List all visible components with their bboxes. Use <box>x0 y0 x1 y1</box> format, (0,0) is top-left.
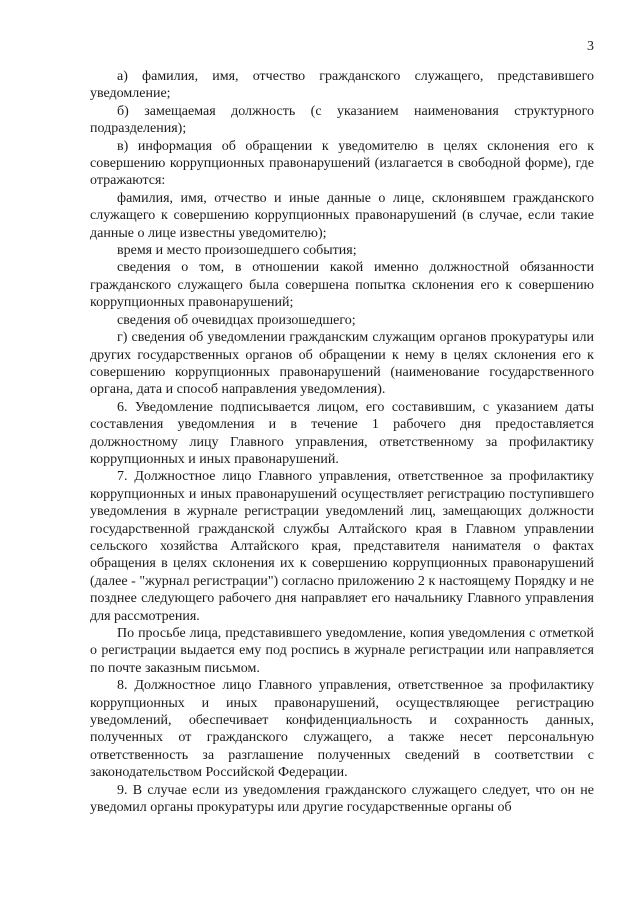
page-number: 3 <box>587 39 594 54</box>
paragraph: г) сведения об уведомлении гражданским служащим органов прокуратуры или других государственных органов об обращении к нему в целях склонения его к совершению коррупционных правонарушений (наименование государственного органа, дата и способ направления уведомления). <box>90 330 594 398</box>
paragraph: а) фамилия, имя, отчество гражданского служащего, представившего уведомление; <box>90 69 594 102</box>
paragraph: сведения о том, в отношении какой именно должностной обязанности гражданского служащего была совершена попытка склонения его к совершению коррупционных правонарушений; <box>90 260 594 311</box>
paragraph: 8. Должностное лицо Главного управления, ответственное за профилактику коррупционных и иных правонарушений, осуществляющее регистрацию уведомлений, обеспечивает конфиденциальность и сохранность данных, полученных от гражданского служащего, а также несет персональную ответственность за разглашение полученных сведений в соответствии с законодательством Российской Федерации. <box>90 678 594 781</box>
paragraph: в) информация об обращении к уведомителю в целях склонения его к совершению коррупционных правонарушений (излагается в свободной форме), где отражаются: <box>90 138 594 189</box>
body-text <box>90 68 594 816</box>
paragraph: сведения об очевидцах произошедшего; <box>117 312 356 328</box>
paragraph: 7. Должностное лицо Главного управления, ответственное за профилактику коррупционных и иных правонарушений осуществляет регистрацию поступившего уведомления в журнале регистрации уведомлений лиц, замещающих должности государственной гражданской службы Алтайского края в Главном управлении сельского хозяйства Алтайского края, представителя нанимателя о фактах обращения в целях склонения их к совершению коррупционных правонарушений (далее - "журнал регистрации") согласно приложению 2 к настоящему Порядку и не позднее следующего рабочего дня направляет его начальнику Главного управления для рассмотрения. <box>90 469 594 624</box>
paragraph: время и место произошедшего события; <box>117 243 357 259</box>
paragraph: фамилия, имя, отчество и иные данные о лице, склонявшем гражданского служащего к совершению коррупционных правонарушений (в случае, если такие данные о лице известны уведомителю); <box>90 190 594 241</box>
paragraph: б) замещаемая должность (с указанием наименования структурного подразделения); <box>90 103 594 137</box>
paragraph: По просьбе лица, представившего уведомление, копия уведомления с отметкой о регистрации выдается ему под роспись в журнале регистрации или направляется по почте заказным письмом. <box>90 626 594 676</box>
paragraph: 9. В случае если из уведомления гражданского служащего следует, что он не уведомил органы прокуратуры или другие государственные органы об <box>90 782 594 816</box>
paragraph: 6. Уведомление подписывается лицом, его составившим, с указанием даты составления уведомления и в течение 1 рабочего дня предоставляется должностному лицу Главного управления, ответственному за профилактику коррупционных и иных правонарушений. <box>90 399 594 467</box>
